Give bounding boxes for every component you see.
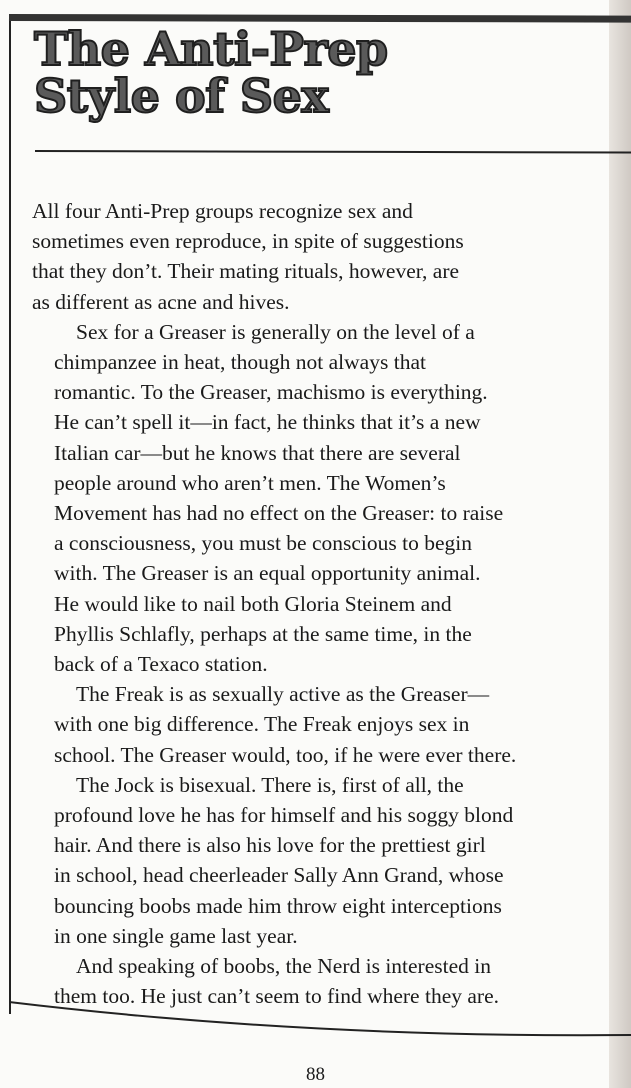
text-line: Sex for a Greaser is generally on the level of a [76, 319, 475, 344]
text-line: romantic. To the Greaser, machismo is everything. [54, 380, 488, 405]
paragraph-jock [32, 770, 602, 951]
text-line: He can’t spell it—in fact, he thinks that it’s a new [54, 410, 481, 435]
text-line: Italian car—but he knows that there are several [54, 440, 461, 465]
text-line: people around who aren’t men. The Women’s [54, 470, 446, 495]
text-line: with. The Greaser is an equal opportunity animal. [54, 561, 481, 586]
text-line: Movement has had no effect on the Greaser: to raise [54, 501, 504, 526]
text-line: in school, head cheerleader Sally Ann Grand, whose [54, 863, 504, 888]
text-line: bouncing boobs made him throw eight interceptions [54, 893, 502, 918]
paragraph-intro [32, 196, 602, 317]
text-line: sometimes even reproduce, in spite of suggestions [32, 229, 464, 254]
text-line: with one big difference. The Freak enjoys sex in [54, 712, 470, 737]
title-line-2: Style of Sex [34, 69, 329, 123]
text-line: All four Anti-Prep groups recognize sex and [32, 199, 413, 223]
text-line: And speaking of boobs, the Nerd is interested in [76, 954, 491, 979]
text-line: them too. He just can’t seem to find where they are. [54, 984, 499, 1009]
text-line: The Freak is as sexually active as the Greaser— [76, 682, 490, 707]
text-line: school. The Greaser would, too, if he were ever there. [54, 742, 517, 767]
text-line: as different as acne and hives. [32, 289, 290, 314]
text-line: hair. And there is also his love for the prettiest girl [54, 833, 486, 858]
article-body [32, 196, 602, 1011]
text-line: back of a Texaco station. [54, 652, 268, 677]
page-title [34, 22, 388, 123]
text-line: He would like to nail both Gloria Steinem and [54, 591, 452, 616]
paragraph-freak [32, 679, 602, 770]
text-line: The Jock is bisexual. There is, first of all, the [76, 772, 464, 797]
paragraph-greaser [32, 317, 602, 679]
page-number: 88 [306, 1064, 325, 1085]
text-line: Phyllis Schlafly, perhaps at the same time, in the [54, 621, 472, 646]
text-line: chimpanzee in heat, though not always that [54, 350, 426, 375]
text-line: a consciousness, you must be conscious to begin [54, 531, 473, 556]
text-line: in one single game last year. [54, 923, 298, 948]
bottom-border-curve [9, 1000, 631, 1050]
text-line: profound love he has for himself and his soggy blond [54, 803, 514, 828]
title-line-1: The Anti-Prep [34, 22, 388, 76]
text-line: that they don’t. Their mating rituals, however, are [32, 259, 460, 284]
